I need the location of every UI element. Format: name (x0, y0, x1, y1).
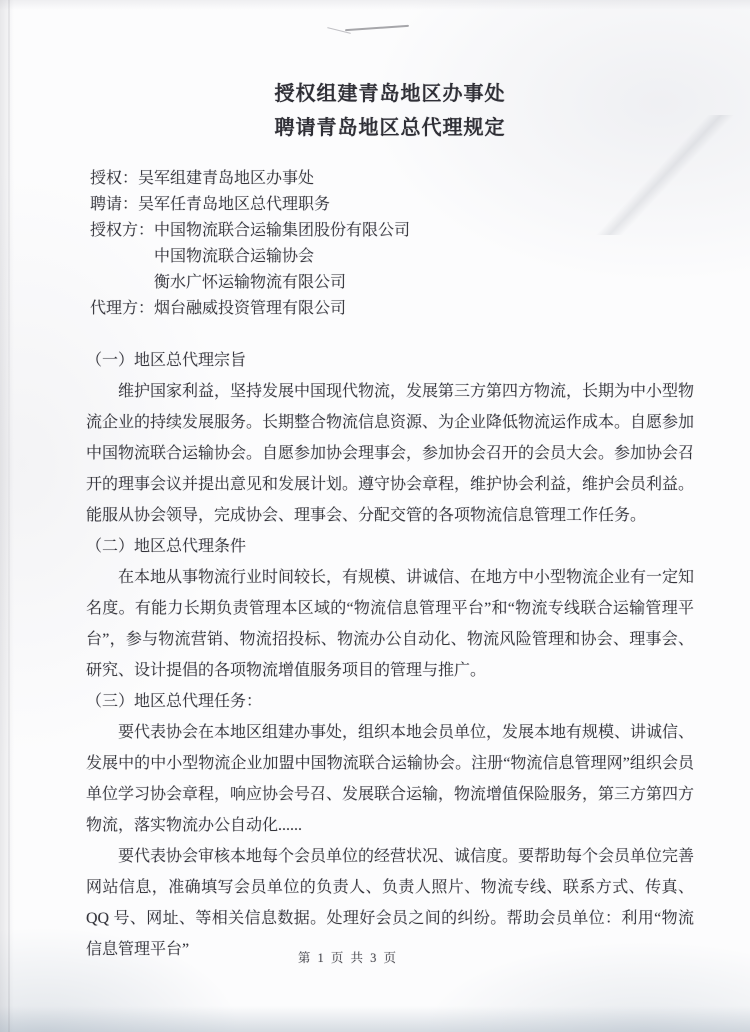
section-3-paragraph-2: 要代表协会审核本地每个会员单位的经营状况、诚信度。要帮助每个会员单位完善网站信息，准确填写会员单位的负责人、负责人照片、物流专线、联系方式、传真、QQ 号、网址、等相关信息数据。处理好会员之间的纠纷。帮助会员单位：利用“物流信息管理平台” (86, 848, 695, 958)
title-line-2: 聘请青岛地区总代理规定 (274, 117, 506, 139)
section-3-paragraph-1: 要代表协会在本地区组建办事处，组织本地会员单位，发展本地有规模、讲诚信、发展中的中小型物流企业加盟中国物流联合运输协会。注册“物流信息管理网”组织会员单位学习协会章程，响应协会号召、发展联合运输，物流增值保险服务，第三方第四方物流，落实物流办公自动化...... (86, 724, 695, 834)
document-body (86, 345, 694, 965)
document-title (86, 77, 694, 145)
meta-line-authorizer-1: 授权方：中国物流联合运输集团股份有限公司 (90, 222, 411, 239)
page-number: 第 1 页 共 3 页 (297, 951, 399, 965)
staple-mark (327, 20, 411, 34)
section-3-heading: （三）地区总代理任务： (86, 693, 263, 710)
section-2-heading: （二）地区总代理条件 (86, 538, 247, 555)
section-1-heading: （一）地区总代理宗旨 (86, 352, 247, 369)
meta-line-agent: 代理方：烟台融威投资管理有限公司 (90, 300, 347, 317)
section-2-paragraph: 在本地从事物流行业时间较长，有规模、讲诚信、在地方中小型物流企业有一定知名度。有能力长期负责管理本区域的“物流信息管理平台”和“物流专线联合运输管理平台”，参与物流营销、物流招投标、物流办公自动化、物流风险管理和协会、理事会、研究、设计提倡的各项物流增值服务项目的管理与推广。 (86, 569, 695, 679)
section-1-paragraph: 维护国家利益，坚持发展中国现代物流，发展第三方第四方物流，长期为中小型物流企业的持续发展服务。长期整合物流信息资源、为企业降低物流运作成本。自愿参加中国物流联合运输协会。自愿参加协会理事会，参加协会召开的会员大会。参加协会召开的理事会议并提出意见和发展计划。遵守协会章程，维护协会利益，维护会员利益。能服从协会领导，完成协会、理事会、分配交管的各项物流信息管理工作任务。 (86, 383, 695, 524)
meta-block (90, 166, 410, 322)
meta-line-authorizer-2: 中国物流联合运输协会 (154, 248, 315, 265)
meta-line-appointment: 聘请：吴军任青岛地区总代理职务 (90, 196, 331, 213)
scan-edge-shadow (8, 0, 10, 1032)
title-line-1: 授权组建青岛地区办事处 (274, 83, 506, 105)
meta-line-authorization: 授权：吴军组建青岛地区办事处 (90, 170, 315, 187)
meta-line-authorizer-3: 衡水广怀运输物流有限公司 (154, 274, 347, 291)
